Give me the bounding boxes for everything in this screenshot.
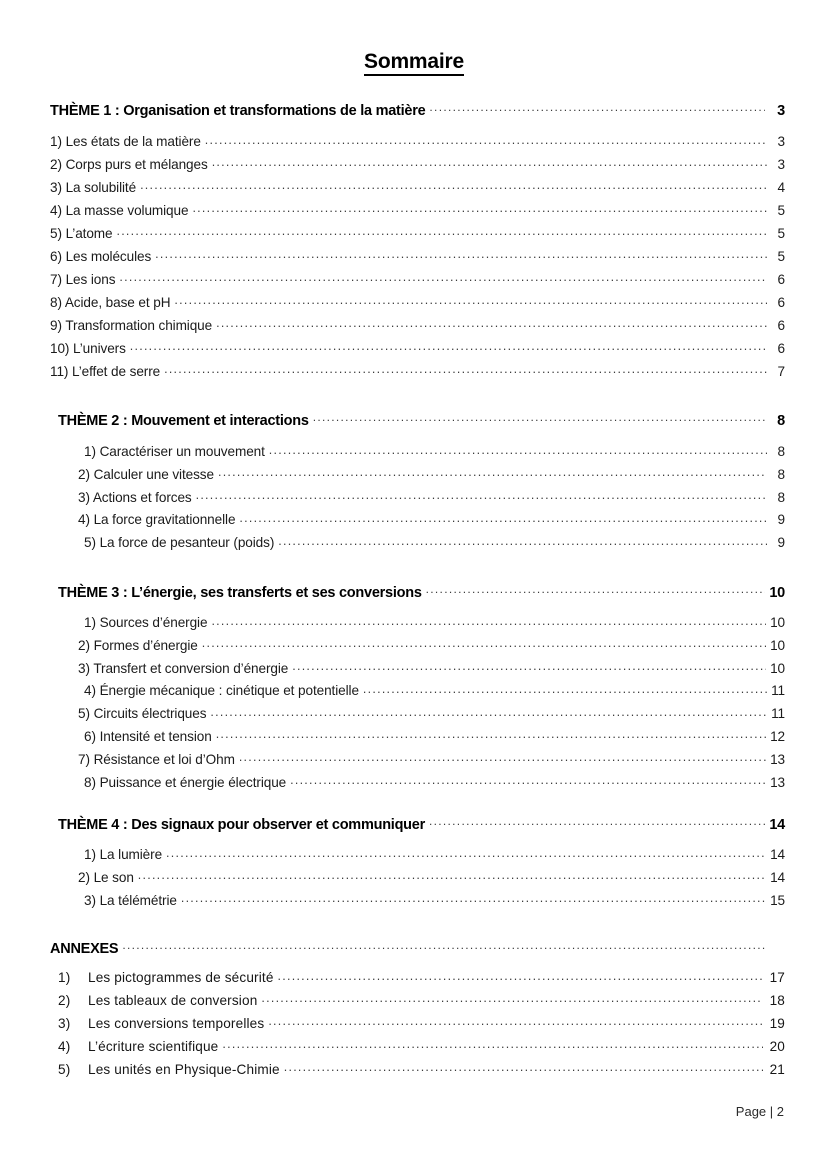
toc-entry-label: 7) Résistance et loi d’Ohm	[78, 751, 235, 767]
toc-heading-theme4[interactable]	[58, 814, 785, 833]
toc-entry[interactable]	[78, 750, 785, 767]
toc-section-annexes	[50, 938, 785, 1083]
toc-heading-theme3[interactable]	[58, 582, 785, 601]
toc-entry-label: 3) La solubilité	[50, 180, 137, 196]
toc-entry[interactable]	[50, 155, 785, 172]
toc-entry-page: 8	[777, 466, 785, 482]
toc-entry-page: 4	[777, 180, 785, 196]
annex-entry[interactable]	[50, 1060, 785, 1077]
toc-heading-label: ANNEXES	[50, 940, 119, 957]
leader-dots	[278, 534, 767, 548]
annex-entry-page: 17	[769, 970, 785, 986]
toc-entry[interactable]	[78, 465, 785, 482]
leader-dots	[196, 488, 767, 502]
toc-entry[interactable]	[78, 511, 785, 528]
page-footer: Page | 2	[735, 1104, 784, 1119]
toc-entry[interactable]	[78, 534, 785, 551]
toc-entry-label: 11) L’effet de serre	[50, 363, 161, 379]
toc-entry-page: 10	[770, 615, 785, 631]
toc-entry-label: 2) Calculer une vitesse	[78, 466, 214, 482]
leader-dots	[155, 247, 767, 261]
leader-dots	[138, 868, 766, 882]
toc-entry-label: 7) Les ions	[50, 272, 116, 287]
toc-item-list	[58, 443, 785, 551]
toc-entry[interactable]	[50, 201, 785, 218]
toc-section-theme3	[58, 582, 785, 796]
toc-entry[interactable]	[50, 316, 785, 333]
toc-heading-page: 14	[769, 816, 785, 833]
toc-heading-label: THÈME 1 : Organisation et transformations de la matière	[50, 102, 426, 119]
toc-entry[interactable]	[78, 727, 785, 744]
toc-entry-page: 11	[771, 706, 785, 722]
annex-entry-page: 21	[769, 1062, 785, 1078]
annex-entry-page: 18	[769, 993, 785, 1009]
leader-dots	[284, 1060, 763, 1074]
toc-heading-annexes[interactable]	[50, 938, 785, 957]
toc-entry-page: 5	[777, 203, 785, 219]
page-title-text: Sommaire	[364, 50, 464, 76]
leader-dots	[292, 659, 766, 673]
toc-entry-page: 6	[777, 272, 785, 287]
leader-dots	[202, 636, 766, 650]
annex-entry-label: L’écriture scientifique	[88, 1039, 219, 1055]
leader-dots	[205, 133, 767, 147]
leader-dots	[166, 846, 766, 860]
toc-entry-page: 6	[777, 294, 785, 310]
annex-entry[interactable]	[50, 991, 785, 1008]
toc-entry[interactable]	[50, 270, 785, 287]
toc-heading-theme1[interactable]	[50, 100, 785, 119]
toc-entry[interactable]	[50, 339, 785, 356]
toc-entry-label: 6) Les molécules	[50, 249, 152, 265]
page-title	[0, 0, 828, 74]
toc-entry[interactable]	[78, 705, 785, 722]
annex-entry-page: 20	[769, 1039, 785, 1055]
leader-dots	[239, 511, 767, 525]
toc-entry-label: 6) Intensité et tension	[84, 729, 212, 744]
leader-dots	[140, 178, 767, 192]
toc-entry-label: 8) Acide, base et pH	[50, 294, 171, 310]
toc-entry-page: 9	[777, 535, 785, 551]
toc-entry-page: 8	[777, 489, 785, 505]
annex-entry-label: Les tableaux de conversion	[88, 993, 258, 1009]
toc-entry-page: 14	[770, 847, 785, 863]
toc-entry-page: 14	[770, 869, 785, 885]
leader-dots	[164, 362, 767, 376]
leader-dots	[313, 410, 765, 425]
toc-entry[interactable]	[78, 443, 785, 460]
annex-entry-number: 5)	[58, 1062, 71, 1078]
toc-entry[interactable]	[78, 614, 785, 631]
toc-heading-page: 10	[769, 584, 785, 601]
annex-entry-label: Les pictogrammes de sécurité	[88, 970, 274, 986]
toc-entry-label: 4) La force gravitationnelle	[78, 512, 236, 528]
leader-dots	[216, 727, 766, 741]
toc-entry[interactable]	[78, 868, 785, 885]
leader-dots	[268, 1014, 763, 1028]
leader-dots	[119, 270, 767, 284]
leader-dots	[363, 682, 767, 696]
toc-section-theme1	[50, 100, 785, 385]
toc-entry[interactable]	[50, 133, 785, 150]
toc-entry-page: 9	[777, 512, 785, 528]
annex-entry-label: Les unités en Physique-Chimie	[88, 1062, 280, 1078]
leader-dots	[192, 201, 767, 215]
toc-entry-label: 8) Puissance et énergie électrique	[84, 774, 287, 790]
toc-entry[interactable]	[78, 682, 785, 699]
annex-entry-label: Les conversions temporelles	[88, 1016, 265, 1032]
toc-entry-label: 2) Corps purs et mélanges	[50, 157, 208, 173]
toc-entry-page: 6	[777, 317, 785, 333]
toc-entry[interactable]	[78, 636, 785, 653]
toc-entry-label: 9) Transformation chimique	[50, 317, 213, 333]
toc-entry-label: 5) Circuits électriques	[78, 706, 207, 722]
toc-heading-label: THÈME 2 : Mouvement et interactions	[58, 412, 309, 429]
toc-entry-label: 1) Sources d’énergie	[84, 615, 208, 631]
annex-entry-number: 2)	[58, 993, 71, 1009]
toc-entry-label: 5) L’atome	[50, 226, 113, 242]
leader-dots	[210, 705, 767, 719]
toc-entry-page: 12	[770, 729, 785, 744]
leader-dots	[239, 750, 766, 764]
annex-entry-number: 3)	[58, 1016, 71, 1032]
toc-entry-page: 11	[771, 683, 785, 699]
leader-dots	[212, 155, 767, 169]
toc-entry-label: 3) Actions et forces	[78, 489, 192, 505]
toc-heading-label: THÈME 3 : L’énergie, ses transferts et ses conversions	[58, 584, 422, 601]
leader-dots	[218, 465, 767, 479]
toc-entry-label: 4) Énergie mécanique : cinétique et potentielle	[84, 683, 359, 699]
toc-entry[interactable]	[50, 224, 785, 241]
toc-entry-label: 3) Transfert et conversion d’énergie	[78, 660, 289, 676]
toc-entry-label: 5) La force de pesanteur (poids)	[84, 535, 275, 551]
toc-entry-label: 2) Le son	[78, 869, 134, 885]
toc-entry-page: 5	[777, 226, 785, 242]
toc-entry-label: 1) Les états de la matière	[50, 134, 201, 150]
annex-entry-number: 1)	[58, 970, 71, 986]
toc-entry[interactable]	[78, 891, 785, 908]
annex-entry[interactable]	[50, 1014, 785, 1031]
toc-entry-page: 10	[770, 637, 785, 653]
leader-dots	[222, 1037, 763, 1051]
toc-entry-page: 13	[770, 751, 785, 767]
toc-entry-label: 4) La masse volumique	[50, 203, 189, 219]
toc-entry-page: 6	[777, 340, 785, 356]
toc-entry-page: 3	[777, 157, 785, 173]
toc-heading-label: THÈME 4 : Des signaux pour observer et communiquer	[58, 816, 425, 833]
toc-section-theme2	[58, 410, 785, 556]
toc-item-list	[58, 846, 785, 908]
toc-item-list	[50, 133, 785, 379]
toc-entry[interactable]	[50, 293, 785, 310]
toc-heading-page: 8	[777, 412, 785, 429]
toc-section-theme4	[58, 814, 785, 914]
toc-entry[interactable]	[78, 488, 785, 505]
toc-entry-label: 10) L’univers	[50, 340, 126, 356]
toc-entry-label: 2) Formes d’énergie	[78, 637, 198, 653]
toc-entry[interactable]	[50, 247, 785, 264]
toc-entry-page: 5	[777, 249, 785, 265]
leader-dots	[130, 339, 767, 353]
leader-dots	[211, 614, 766, 628]
annex-entry-number: 4)	[58, 1039, 71, 1055]
toc-entry[interactable]	[50, 178, 785, 195]
leader-dots	[429, 814, 765, 829]
leader-dots	[269, 443, 767, 457]
leader-dots	[116, 224, 767, 238]
toc-entry-page: 7	[777, 363, 785, 379]
leader-dots	[216, 316, 767, 330]
leader-dots	[261, 991, 763, 1005]
leader-dots	[290, 773, 766, 787]
leader-dots	[278, 969, 763, 983]
toc-entry-page: 13	[770, 774, 785, 790]
annex-entry-page: 19	[769, 1016, 785, 1032]
toc-entry-label: 1) La lumière	[84, 847, 163, 863]
leader-dots	[181, 891, 766, 905]
toc-entry-label: 1) Caractériser un mouvement	[84, 444, 265, 460]
leader-dots	[426, 582, 765, 597]
toc-entry-label: 3) La télémétrie	[84, 892, 177, 908]
annex-entry[interactable]	[50, 1037, 785, 1054]
toc-entry[interactable]	[78, 773, 785, 790]
leader-dots	[429, 100, 765, 115]
toc-heading-theme2[interactable]	[58, 410, 785, 429]
toc-entry-page: 10	[770, 660, 785, 676]
toc-heading-page: 3	[777, 102, 785, 119]
leader-dots	[122, 938, 765, 953]
toc-item-list	[58, 614, 785, 790]
toc-entry-page: 8	[777, 444, 785, 460]
toc-entry[interactable]	[50, 362, 785, 379]
leader-dots	[174, 293, 767, 307]
toc-entry-page: 3	[777, 134, 785, 150]
annex-entry[interactable]	[50, 969, 785, 986]
toc-entry-page: 15	[770, 892, 785, 908]
toc-entry[interactable]	[78, 846, 785, 863]
annex-item-list	[50, 969, 785, 1078]
toc-entry[interactable]	[78, 659, 785, 676]
